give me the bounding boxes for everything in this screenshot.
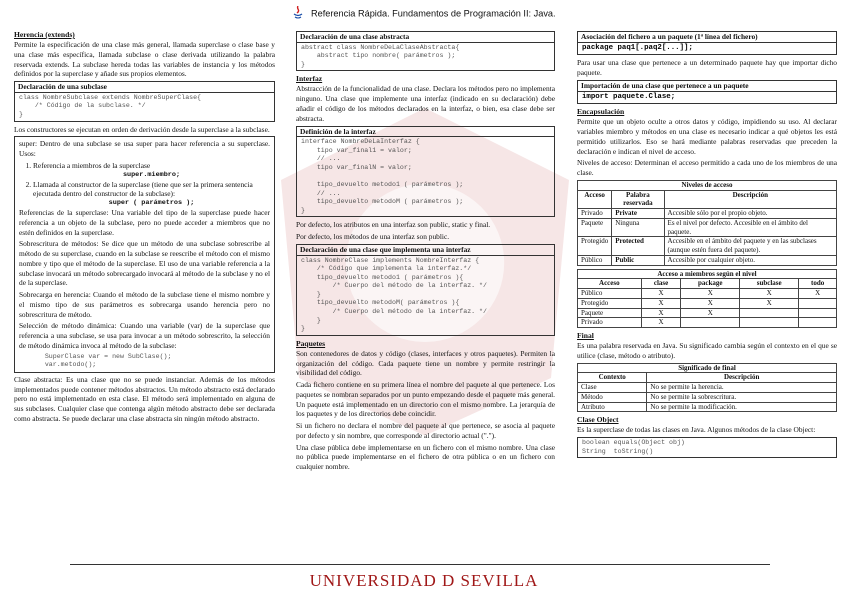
super-item-2-code: super ( parámetros ); <box>108 199 195 208</box>
decl-subclase-code: class NombreSubclase extends NombreSuperClase{ /* Código de la subclase. */ } <box>19 93 202 118</box>
table-row: Privado X <box>578 318 837 328</box>
super-box <box>14 136 275 373</box>
paquetes-heading: Paquetes <box>296 338 326 348</box>
column-2 <box>296 30 555 474</box>
importacion-title: Importación de una clase que pertenece a un paquete <box>578 81 836 92</box>
niveles-table <box>577 180 837 266</box>
table-header: Descripción <box>647 373 837 383</box>
asociacion-box <box>577 31 837 55</box>
ref-super-text: Referencias de la superclase: Una variable del tipo de la superclase puede hacer referencia a un objeto de la subclase, pero no puede acceder a miembros que no estén definidos en la superclase. <box>19 208 270 237</box>
encapsulacion-text: Permite que un objeto oculte a otros datos y código, impidiendo su uso. Al declarar variables miembro y métodos en una clase es necesario indicar a qué objetos les está permitido utilizarlos. Eso se hará mediante palabras reservadas que preceden la declaración e indican el nivel de acceso. <box>577 117 837 156</box>
table-header: todo <box>799 279 837 289</box>
super-list <box>19 161 270 208</box>
object-text: Es la superclase de todas las clases en Java. Algunos métodos de la clase Object: <box>577 425 816 435</box>
table-row: Clase No se permite la herencia. <box>578 383 837 393</box>
table-row: Público X X X X <box>578 289 837 299</box>
paquetes-text-3: Si un fichero no declara el nombre del paquete al que pertenece, se asocia al paquete por defecto y sin nombre, que corresponde al directorio actual ("."). <box>296 421 555 440</box>
decl-abstracta-title: Declaración de una clase abstracta <box>297 32 554 43</box>
table-row: Protegido X X X <box>578 298 837 308</box>
decl-impl-title: Declaración de una clase que implementa una interfaz <box>297 245 554 256</box>
paquetes-text-1: Son contenedores de datos y código (clases, interfaces y otros paquetes). Permiten la organización del código. Cada paquete tiene un nombre y permite restringir la visibilidad del código. <box>296 348 555 378</box>
column-3 <box>577 30 837 461</box>
def-interfaz-box <box>296 126 555 218</box>
table-header: Contexto <box>578 373 647 383</box>
decl-impl-code: class NombreClase implements NombreInterfaz { /* Código que implementa la interfaz.*/ tipo_devuelto metodo1 ( parámetros ){ /* Cuerpo del método de la interfaz. */ } tipo_devuelto metodoM( parámetros ){ /* Cuerpo del método de la interfaz. */ } } <box>301 256 487 333</box>
table-row: Privado Private Accesible sólo por el propio objeto. <box>578 209 837 219</box>
object-code: boolean equals(Object obj) String toString() <box>582 439 685 455</box>
super-item-1: 1. Referencia a miembros de la superclase super.miembro; <box>33 161 270 180</box>
asociacion-code: package paq1[.paq2[...]]; <box>582 43 693 52</box>
decl-impl-box <box>296 244 555 336</box>
table-header: subclase <box>740 279 799 289</box>
final-table-caption: Significado de final <box>578 363 837 373</box>
table-header: Acceso <box>578 279 642 289</box>
paquetes-text-4: Una clase pública debe implementarse en un fichero con el mismo nombre. Una clase no pública puede implementarse en el fichero de otra pública o en un fichero con cualquier nombre. <box>296 442 555 472</box>
table-header: package <box>681 279 740 289</box>
table-row: Paquete Ninguna Es el nivel por defecto. Accesible en el ámbito del paquete. <box>578 218 837 237</box>
seleccion-code: SuperClase var = new SubClase(); var.metodo(); <box>29 352 172 369</box>
miembros-table-caption: Acceso a miembros según el nivel <box>578 269 837 279</box>
final-text: Es una palabra reservada en Java. Su significado cambia según el contexto en el que se utilice (clase, método o atributo). <box>577 341 837 360</box>
super-text: super: Dentro de una subclase se usa super para hacer referencia a su superclase. Usos: <box>19 139 270 159</box>
seleccion-text: Selección de método dinámica: Cuando una variable (var) de la superclase que referencia a una subclase, se usa para invocar a un método sobrescrito, la selección de método dinámica invoca al método de la subclase: <box>19 321 270 351</box>
table-row: Método No se permite la sobrescritura. <box>578 392 837 402</box>
super-item-2: 2. Llamada al constructor de la superclase (tiene que ser la primera sentencia ejecutada dentro del constructor de la subclase): super ( parámetros ); <box>33 180 270 209</box>
final-heading: Final <box>577 331 594 341</box>
herencia-text: Permite la especificación de una clase más general, llamada superclase o clase base y una clase más específica, llamada subclase o clase derivada utilizando la palabra reservada extends. La subclase hereda todas las variables de instancia y los métodos definidos por la superclase y añade sus propios elementos. <box>14 40 275 79</box>
herencia-heading: Herencia (extends) <box>14 30 75 39</box>
table-row: Protegido Protected Accesible en el ámbito del paquete y en las subclases (aunque estén fuera del paquete). <box>578 237 837 256</box>
decl-abstracta-code: abstract class NombreDeLaClaseAbstracta{ abstract tipo nombre( parámetros ); } <box>301 43 460 68</box>
university-footer: UNIVERSIDAD D SEVILLA <box>309 571 539 590</box>
final-table <box>577 363 837 413</box>
page-header <box>0 6 848 22</box>
super-item-1-code: super.miembro; <box>122 170 181 179</box>
table-row: Atributo No se permite la modificación. <box>578 402 837 412</box>
constructores-text: Los constructores se ejecutan en orden de derivación desde la superclase a la subclase. <box>14 124 270 134</box>
miembros-table <box>577 269 837 329</box>
page-title: Referencia Rápida. Fundamentos de Programación II: Java. <box>310 8 556 19</box>
footer-divider <box>70 564 770 565</box>
table-row: Público Public Accesible por cualquier objeto. <box>578 255 837 265</box>
interfaz-text: Abstracción de la funcionalidad de una clase. Declara los métodos pero no implementa ninguno. Una clase que implemente una interfaz (indicado en su declaración) debe añadir el código de los métodos declarados en la interfaz, o bien, esa clase debe ser abstracta. <box>296 84 555 123</box>
sobrecarga-text: Sobrecarga en herencia: Cuando el método de la subclase tiene el mismo nombre y el mismo tipo de sus parámetros es sobrecarga usando herencia pero no sobrescritura de método. <box>19 290 270 319</box>
def-interfaz-code: interface NombreDeLaInterfaz { tipo var_final1 = valor; // ... tipo var_finalN = valor; tipo_devuelto metodo1 ( parámetros ); // ... tipo_devuelto metodoM ( parámetros ); } <box>301 138 464 214</box>
table-header: Descripción <box>664 190 836 209</box>
def-interfaz-title: Definición de la interfaz <box>297 127 554 138</box>
interfaz-attr-text: Por defecto, los atributos en una interfaz son public, static y final. <box>296 220 491 230</box>
decl-abstracta-box <box>296 31 555 71</box>
paquetes-text-2: Cada fichero contiene en su primera línea el nombre del paquete al que pertenece. Los paquetes se nombran separados por un punto empezando desde el paquete más general. Un paquete está implementado en un directorio con el mismo nombre. La jerarquía de los paquetes y de los directorios debe coincidir. <box>296 380 555 419</box>
sobrescritura-text: Sobrescritura de métodos: Se dice que un método de una subclase sobrescribe al método de su superclase, cuando en la subclase se reescribe el método con el mismo nombre y tipo que el método de la superclase. El uso de una variable referencia a la subclase invocará un método sobrecargado invocará al método de la subclase y no el de la superclase. <box>19 239 270 288</box>
asociacion-title: Asociación del fichero a un paquete (1ª línea del fichero) <box>578 32 836 43</box>
table-header: Acceso <box>578 190 612 209</box>
interfaz-met-text: Por defecto, los métodos de una interfaz son public. <box>296 232 450 242</box>
niveles-table-caption: Niveles de acceso <box>578 180 837 190</box>
abstracta-text: Clase abstracta: Es una clase que no se puede instanciar. Además de los métodos implementados puede contener métodos abstractos. Un método abstracto está declarado pero no está implementado en esta clase. El método será implementado en alguna de sus subclases. Cualquier clase que contenga algún método abstracto debe ser declarada como abstracta. Se puede declarar una clase abstracta sin ningún método abstracto. <box>14 374 275 423</box>
object-code-box <box>577 437 837 458</box>
column-1 <box>14 30 275 426</box>
importacion-box <box>577 80 837 104</box>
importacion-code: import paquete.Clase; <box>582 92 676 101</box>
decl-subclase-box <box>14 81 275 121</box>
table-header: Palabra reservada <box>612 190 664 209</box>
asociacion-text: Para usar una clase que pertenece a un determinado paquete hay que importar dicho paquete. <box>577 58 837 78</box>
niveles-text: Niveles de acceso: Determinan el acceso permitido a cada uno de los miembros de una clase. <box>577 158 837 178</box>
interfaz-heading: Interfaz <box>296 74 323 84</box>
java-logo-icon <box>292 6 304 22</box>
object-heading: Clase Object <box>577 415 619 425</box>
table-row: Paquete X X <box>578 308 837 318</box>
encapsulacion-heading: Encapsulación <box>577 107 625 117</box>
decl-subclase-title: Declaración de una subclase <box>15 82 274 93</box>
table-header: clase <box>641 279 681 289</box>
